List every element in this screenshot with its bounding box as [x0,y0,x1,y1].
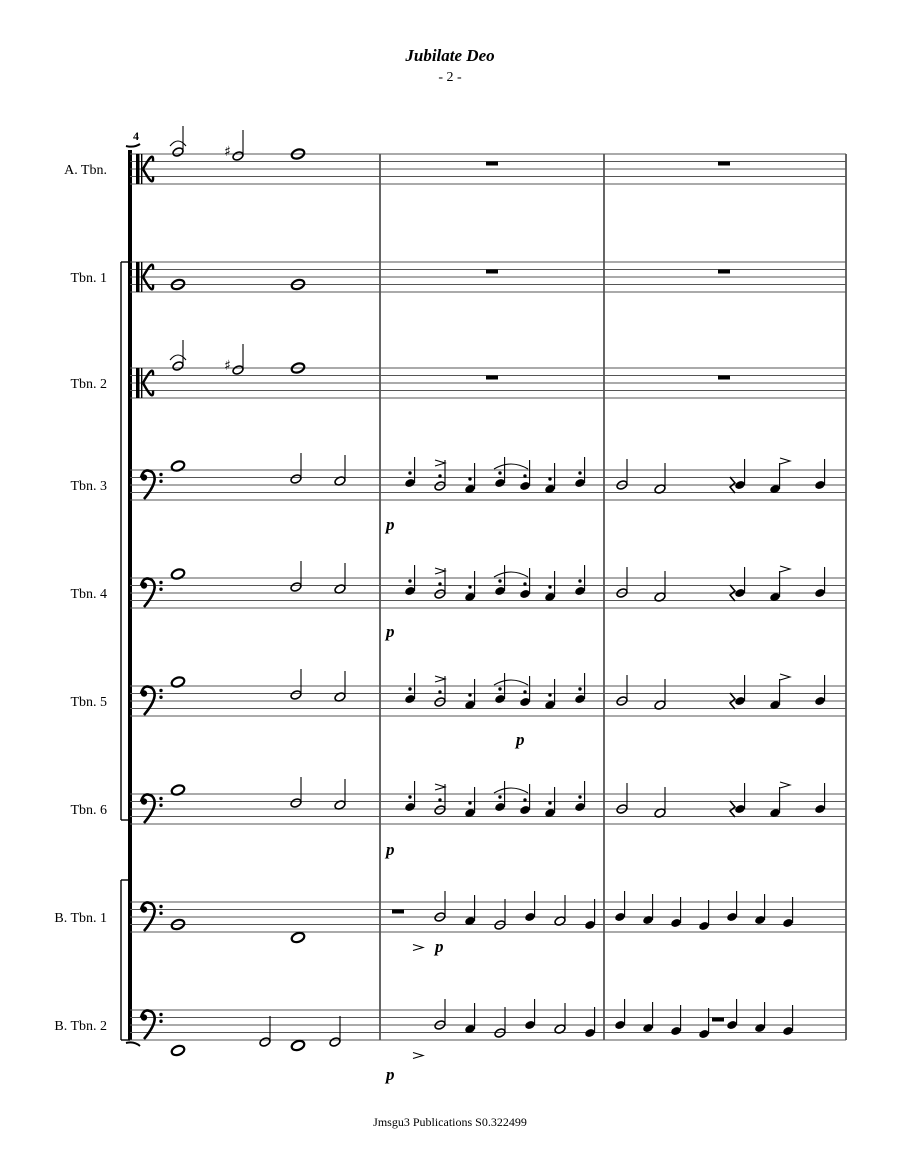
staff-bass-trombone-2 [54,999,846,1059]
staff-label: Tbn. 3 [70,479,107,494]
staff-trombone-2 [70,340,846,398]
dynamic-marking: p [386,840,395,859]
staff-trombone-6 [70,777,846,824]
staff-alto-trombone [64,126,846,184]
svg-text:♯: ♯ [224,358,231,374]
page-number: - 2 - [438,70,462,85]
piece-title: Jubilate Deo [405,46,495,65]
footer-publisher: Jmsgu3 Publications S0.322499 [373,1115,527,1129]
staff-trombone-4 [70,561,846,608]
staff-trombone-3 [70,453,846,500]
staff-label: Tbn. 6 [70,803,107,818]
measure-number: 4 [133,129,139,143]
staff-label: Tbn. 5 [70,695,107,710]
staff-label: A. Tbn. [64,163,107,178]
dynamic-marking: p [386,515,395,534]
staff-label: Tbn. 4 [70,587,107,602]
dynamic-marking: p [386,1065,395,1084]
staff-trombone-5 [70,669,846,716]
staff-label: Tbn. 2 [70,377,107,392]
dynamic-marking: p [516,730,525,749]
dynamic-marking: p [435,937,444,956]
staff-label: B. Tbn. 2 [54,1019,107,1034]
staff-trombone-1 [70,262,846,292]
svg-text:♯: ♯ [224,144,231,160]
staff-bass-trombone-1 [54,891,846,951]
staff-label: Tbn. 1 [70,271,107,286]
staff-label: B. Tbn. 1 [54,911,107,926]
dynamic-marking: p [386,622,395,641]
